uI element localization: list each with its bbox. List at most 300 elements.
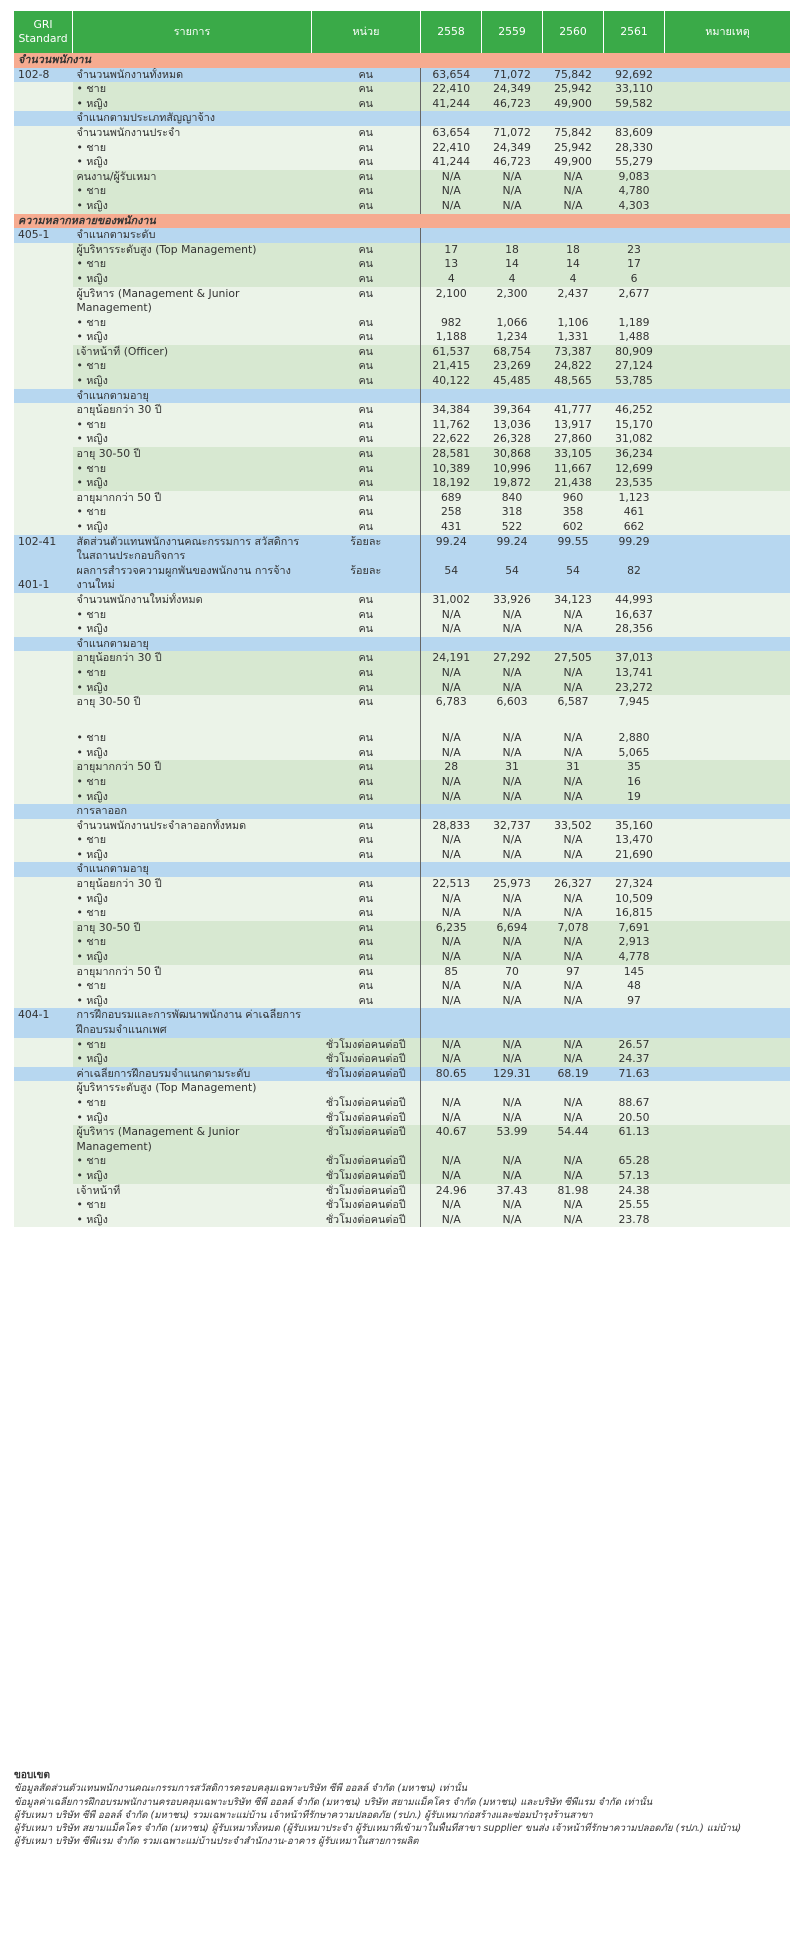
- item-label: • หญิง: [73, 1213, 312, 1228]
- gri-code: 401-1: [14, 564, 73, 593]
- value-cell: 12,699: [604, 462, 665, 477]
- table-row: [14, 1038, 790, 1053]
- gri-code: [14, 111, 73, 126]
- note-cell: [665, 965, 791, 980]
- unit-cell: [312, 1081, 421, 1096]
- note-cell: [665, 1125, 791, 1154]
- value-cell: N/A: [421, 170, 482, 185]
- value-cell: N/A: [421, 935, 482, 950]
- value-cell: N/A: [421, 833, 482, 848]
- value-cell: 13,741: [604, 666, 665, 681]
- table-row: [14, 82, 790, 97]
- item-label: • ชาย: [73, 666, 312, 681]
- item-label: อายุมากกว่า 50 ปี: [73, 965, 312, 980]
- item-label: • ชาย: [73, 184, 312, 199]
- note-cell: [665, 906, 791, 921]
- header-item: รายการ: [73, 11, 312, 53]
- value-cell: 24,349: [482, 82, 543, 97]
- note-cell: [665, 1198, 791, 1213]
- gri-code: [14, 141, 73, 156]
- note-cell: [665, 1067, 791, 1082]
- table-row: [14, 731, 790, 746]
- unit-cell: คน: [312, 257, 421, 272]
- table-row: [14, 257, 790, 272]
- gri-code: [14, 1081, 73, 1096]
- unit-cell: [312, 389, 421, 404]
- header-gri: GRI Standard: [14, 11, 73, 53]
- gri-code: [14, 1169, 73, 1184]
- value-cell: 45,485: [482, 374, 543, 389]
- note-cell: [665, 935, 791, 950]
- item-label: • หญิง: [73, 950, 312, 965]
- item-label: • ชาย: [73, 359, 312, 374]
- value-cell: 23: [604, 243, 665, 258]
- value-cell: N/A: [421, 1111, 482, 1126]
- table-row: [14, 593, 790, 608]
- value-cell: 145: [604, 965, 665, 980]
- note-cell: [665, 374, 791, 389]
- value-cell: 27,324: [604, 877, 665, 892]
- unit-cell: คน: [312, 848, 421, 863]
- gri-code: [14, 287, 73, 316]
- item-label: อายุน้อยกว่า 30 ปี: [73, 877, 312, 892]
- gri-code: [14, 1184, 73, 1199]
- unit-cell: คน: [312, 330, 421, 345]
- value-cell: 7,945: [604, 695, 665, 731]
- unit-cell: ชั่วโมงต่อคนต่อปี: [312, 1154, 421, 1169]
- table-row: [14, 622, 790, 637]
- gri-code: [14, 965, 73, 980]
- unit-cell: คน: [312, 760, 421, 775]
- table-row: [14, 403, 790, 418]
- value-cell: 6: [604, 272, 665, 287]
- value-cell: 25,973: [482, 877, 543, 892]
- value-cell: 2,300: [482, 287, 543, 316]
- value-cell: [604, 862, 665, 877]
- unit-cell: คน: [312, 520, 421, 535]
- value-cell: 1,189: [604, 316, 665, 331]
- value-cell: [543, 111, 604, 126]
- table-row: [14, 330, 790, 345]
- unit-cell: คน: [312, 906, 421, 921]
- note-cell: [665, 447, 791, 462]
- value-cell: 37,013: [604, 651, 665, 666]
- unit-cell: ชั่วโมงต่อคนต่อปี: [312, 1169, 421, 1184]
- note-cell: [665, 432, 791, 447]
- value-cell: 24.37: [604, 1052, 665, 1067]
- value-cell: N/A: [543, 950, 604, 965]
- unit-cell: คน: [312, 979, 421, 994]
- gri-code: [14, 97, 73, 112]
- note-cell: [665, 359, 791, 374]
- unit-cell: คน: [312, 833, 421, 848]
- value-cell: 27,124: [604, 359, 665, 374]
- value-cell: [482, 228, 543, 243]
- value-cell: N/A: [421, 731, 482, 746]
- table-row: [14, 243, 790, 258]
- value-cell: 689: [421, 491, 482, 506]
- table-row: [14, 462, 790, 477]
- table-row: [14, 389, 790, 404]
- item-label: • หญิง: [73, 272, 312, 287]
- value-cell: 13,917: [543, 418, 604, 433]
- value-cell: 75,842: [543, 126, 604, 141]
- item-label: • หญิง: [73, 432, 312, 447]
- gri-code: 404-1: [14, 1008, 73, 1037]
- note-cell: [665, 97, 791, 112]
- value-cell: N/A: [421, 622, 482, 637]
- table-row: [14, 695, 790, 731]
- item-label: • ชาย: [73, 1154, 312, 1169]
- value-cell: [421, 804, 482, 819]
- gri-code: [14, 666, 73, 681]
- value-cell: N/A: [482, 1096, 543, 1111]
- unit-cell: ชั่วโมงต่อคนต่อปี: [312, 1213, 421, 1228]
- value-cell: [604, 804, 665, 819]
- value-cell: 1,106: [543, 316, 604, 331]
- table-row: [14, 1169, 790, 1184]
- value-cell: 32,737: [482, 819, 543, 834]
- value-cell: 39,364: [482, 403, 543, 418]
- table-row: [14, 804, 790, 819]
- unit-cell: คน: [312, 994, 421, 1009]
- value-cell: 23.78: [604, 1213, 665, 1228]
- value-cell: 31,002: [421, 593, 482, 608]
- value-cell: N/A: [421, 608, 482, 623]
- unit-cell: คน: [312, 622, 421, 637]
- table-row: [14, 935, 790, 950]
- value-cell: 23,269: [482, 359, 543, 374]
- value-cell: 15,170: [604, 418, 665, 433]
- table-body: [14, 53, 790, 1227]
- note-cell: [665, 760, 791, 775]
- unit-cell: คน: [312, 97, 421, 112]
- value-cell: N/A: [482, 1038, 543, 1053]
- value-cell: 54.44: [543, 1125, 604, 1154]
- table-row: [14, 906, 790, 921]
- value-cell: 22,410: [421, 82, 482, 97]
- note-cell: [665, 228, 791, 243]
- value-cell: 27,292: [482, 651, 543, 666]
- unit-cell: [312, 111, 421, 126]
- note-cell: [665, 804, 791, 819]
- unit-cell: คน: [312, 731, 421, 746]
- value-cell: N/A: [421, 906, 482, 921]
- gri-code: [14, 746, 73, 761]
- table-row: [14, 111, 790, 126]
- value-cell: 31,082: [604, 432, 665, 447]
- value-cell: 602: [543, 520, 604, 535]
- value-cell: 99.24: [421, 535, 482, 564]
- gri-code: [14, 1154, 73, 1169]
- item-label: การฝึกอบรมและการพัฒนาพนักงาน ค่าเฉลี่ยการฝึกอบรมจำแนกเพศ: [73, 1008, 312, 1037]
- value-cell: N/A: [421, 994, 482, 1009]
- gri-code: [14, 593, 73, 608]
- value-cell: 11,667: [543, 462, 604, 477]
- item-label: • หญิง: [73, 520, 312, 535]
- table-row: [14, 950, 790, 965]
- gri-code: [14, 126, 73, 141]
- value-cell: 21,415: [421, 359, 482, 374]
- value-cell: 960: [543, 491, 604, 506]
- table-row: [14, 637, 790, 652]
- value-cell: 57.13: [604, 1169, 665, 1184]
- note-cell: [665, 731, 791, 746]
- value-cell: 24,349: [482, 141, 543, 156]
- table-row: [14, 359, 790, 374]
- unit-cell: คน: [312, 170, 421, 185]
- gri-code: [14, 432, 73, 447]
- note-cell: [665, 979, 791, 994]
- value-cell: 26.57: [604, 1038, 665, 1053]
- value-cell: N/A: [543, 906, 604, 921]
- item-label: จำแนกตามอายุ: [73, 389, 312, 404]
- value-cell: 54: [543, 564, 604, 593]
- value-cell: 4,780: [604, 184, 665, 199]
- value-cell: 662: [604, 520, 665, 535]
- unit-cell: คน: [312, 695, 421, 731]
- note-cell: [665, 608, 791, 623]
- value-cell: N/A: [543, 1154, 604, 1169]
- note-cell: [665, 862, 791, 877]
- value-cell: 11,762: [421, 418, 482, 433]
- gri-code: [14, 651, 73, 666]
- value-cell: N/A: [543, 994, 604, 1009]
- value-cell: N/A: [543, 1169, 604, 1184]
- unit-cell: ร้อยละ: [312, 564, 421, 593]
- item-label: • หญิง: [73, 1052, 312, 1067]
- header-year: 2558: [421, 11, 482, 53]
- value-cell: N/A: [543, 1213, 604, 1228]
- value-cell: 71,072: [482, 68, 543, 83]
- item-label: • ชาย: [73, 833, 312, 848]
- value-cell: N/A: [482, 848, 543, 863]
- unit-cell: คน: [312, 432, 421, 447]
- value-cell: [543, 862, 604, 877]
- item-label: จำแนกตามอายุ: [73, 862, 312, 877]
- value-cell: 59,582: [604, 97, 665, 112]
- value-cell: 24.38: [604, 1184, 665, 1199]
- value-cell: 83,609: [604, 126, 665, 141]
- value-cell: 25,942: [543, 141, 604, 156]
- item-label: • หญิง: [73, 790, 312, 805]
- value-cell: 28,356: [604, 622, 665, 637]
- value-cell: 2,437: [543, 287, 604, 316]
- gri-code: [14, 1038, 73, 1053]
- note-cell: [665, 345, 791, 360]
- section-row: [14, 214, 790, 229]
- employee-data-table: [14, 11, 790, 1227]
- value-cell: 10,996: [482, 462, 543, 477]
- value-cell: 73,387: [543, 345, 604, 360]
- table-row: [14, 651, 790, 666]
- value-cell: [482, 1081, 543, 1096]
- value-cell: 99.29: [604, 535, 665, 564]
- value-cell: 82: [604, 564, 665, 593]
- gri-code: [14, 862, 73, 877]
- table-row: [14, 921, 790, 936]
- note-cell: [665, 170, 791, 185]
- table-row: [14, 272, 790, 287]
- value-cell: 48: [604, 979, 665, 994]
- note-cell: [665, 833, 791, 848]
- gri-code: [14, 1096, 73, 1111]
- item-label: อายุน้อยกว่า 30 ปี: [73, 651, 312, 666]
- value-cell: 16: [604, 775, 665, 790]
- gri-code: [14, 608, 73, 623]
- note-cell: [665, 272, 791, 287]
- value-cell: [421, 389, 482, 404]
- value-cell: 97: [543, 965, 604, 980]
- item-label: จำแนกตามระดับ: [73, 228, 312, 243]
- table-row: [14, 345, 790, 360]
- value-cell: 6,587: [543, 695, 604, 731]
- value-cell: N/A: [421, 775, 482, 790]
- value-cell: 40.67: [421, 1125, 482, 1154]
- value-cell: 16,815: [604, 906, 665, 921]
- item-label: ผลการสำรวจความผูกพันของพนักงาน การจ้างงานใหม่: [73, 564, 312, 593]
- value-cell: 13: [421, 257, 482, 272]
- value-cell: N/A: [482, 731, 543, 746]
- unit-cell: คน: [312, 491, 421, 506]
- table-row: [14, 994, 790, 1009]
- note-cell: [665, 695, 791, 731]
- value-cell: 2,677: [604, 287, 665, 316]
- value-cell: N/A: [543, 170, 604, 185]
- value-cell: 19: [604, 790, 665, 805]
- value-cell: N/A: [543, 622, 604, 637]
- gri-code: [14, 257, 73, 272]
- value-cell: 522: [482, 520, 543, 535]
- note-cell: [665, 1008, 791, 1037]
- table-row: [14, 1008, 790, 1037]
- item-label: • หญิง: [73, 681, 312, 696]
- value-cell: N/A: [482, 790, 543, 805]
- note-cell: [665, 1169, 791, 1184]
- table-row: [14, 833, 790, 848]
- unit-cell: คน: [312, 476, 421, 491]
- unit-cell: คน: [312, 243, 421, 258]
- unit-cell: ชั่วโมงต่อคนต่อปี: [312, 1096, 421, 1111]
- value-cell: 17: [604, 257, 665, 272]
- table-row: [14, 790, 790, 805]
- value-cell: N/A: [421, 790, 482, 805]
- value-cell: N/A: [421, 1052, 482, 1067]
- scope-notes: [14, 1769, 787, 1849]
- value-cell: [421, 1008, 482, 1037]
- value-cell: 21,690: [604, 848, 665, 863]
- value-cell: 71.63: [604, 1067, 665, 1082]
- item-label: อายุ 30-50 ปี: [73, 695, 312, 731]
- value-cell: 22,622: [421, 432, 482, 447]
- value-cell: 65.28: [604, 1154, 665, 1169]
- value-cell: N/A: [482, 666, 543, 681]
- value-cell: N/A: [482, 1154, 543, 1169]
- value-cell: 34,123: [543, 593, 604, 608]
- value-cell: 6,235: [421, 921, 482, 936]
- item-label: • หญิง: [73, 476, 312, 491]
- value-cell: [604, 1008, 665, 1037]
- header-year: 2561: [604, 11, 665, 53]
- value-cell: 34,384: [421, 403, 482, 418]
- gri-code: [14, 316, 73, 331]
- note-line: ผู้รับเหมา บริษัท สยามแม็คโคร จำกัด (มหาชน) ผู้รับเหมาทั้งหมด (ผู้รับเหมาประจำ ผู้รับเหมาที่เข้ามาในพื้นที่สาขา supplier ขนส่ง เจ้าหน้าที่รักษาความปลอดภัย (รปภ.) แม่บ้าน): [14, 1823, 742, 1835]
- value-cell: 23,272: [604, 681, 665, 696]
- value-cell: 982: [421, 316, 482, 331]
- value-cell: 61.13: [604, 1125, 665, 1154]
- value-cell: 80.65: [421, 1067, 482, 1082]
- item-label: • หญิง: [73, 994, 312, 1009]
- item-label: • ชาย: [73, 731, 312, 746]
- item-label: จำนวนพนักงานทั้งหมด: [73, 68, 312, 83]
- item-label: • หญิง: [73, 374, 312, 389]
- unit-cell: คน: [312, 199, 421, 214]
- value-cell: N/A: [421, 892, 482, 907]
- value-cell: N/A: [482, 746, 543, 761]
- gri-code: [14, 935, 73, 950]
- item-label: • หญิง: [73, 199, 312, 214]
- value-cell: 9,083: [604, 170, 665, 185]
- value-cell: N/A: [543, 608, 604, 623]
- value-cell: [604, 389, 665, 404]
- unit-cell: คน: [312, 462, 421, 477]
- value-cell: N/A: [421, 1154, 482, 1169]
- table-row: [14, 1081, 790, 1096]
- value-cell: N/A: [421, 666, 482, 681]
- value-cell: 4: [543, 272, 604, 287]
- value-cell: 461: [604, 505, 665, 520]
- unit-cell: คน: [312, 790, 421, 805]
- unit-cell: ชั่วโมงต่อคนต่อปี: [312, 1052, 421, 1067]
- value-cell: 2,880: [604, 731, 665, 746]
- value-cell: N/A: [421, 848, 482, 863]
- unit-cell: [312, 1008, 421, 1037]
- table-row: [14, 775, 790, 790]
- unit-cell: [312, 637, 421, 652]
- table-header-row: [14, 11, 790, 53]
- note-cell: [665, 1184, 791, 1199]
- table-row: [14, 892, 790, 907]
- value-cell: N/A: [543, 848, 604, 863]
- value-cell: N/A: [421, 199, 482, 214]
- note-cell: [665, 1038, 791, 1053]
- table-row: [14, 491, 790, 506]
- item-label: • ชาย: [73, 505, 312, 520]
- note-cell: [665, 155, 791, 170]
- gri-code: [14, 476, 73, 491]
- value-cell: N/A: [421, 1198, 482, 1213]
- value-cell: N/A: [482, 1198, 543, 1213]
- note-cell: [665, 491, 791, 506]
- unit-cell: ชั่วโมงต่อคนต่อปี: [312, 1184, 421, 1199]
- value-cell: 129.31: [482, 1067, 543, 1082]
- value-cell: 33,105: [543, 447, 604, 462]
- note-cell: [665, 330, 791, 345]
- note-line: ผู้รับเหมา บริษัท ซีพีแรม จำกัด รวมเฉพาะแม่บ้านประจำสำนักงาน-อาคาร ผู้รับเหมาในสายการผลิต: [14, 1836, 419, 1848]
- value-cell: 1,123: [604, 491, 665, 506]
- table-row: [14, 287, 790, 316]
- value-cell: 7,078: [543, 921, 604, 936]
- unit-cell: คน: [312, 651, 421, 666]
- note-cell: [665, 819, 791, 834]
- note-line: ผู้รับเหมา บริษัท ซีพี ออลล์ จำกัด (มหาชน) รวมเฉพาะแม่บ้าน เจ้าหน้าที่รักษาความปลอดภัย (รปภ.) ผู้รับเหมาก่อสร้างและซ่อมบำรุงร้านสาขา: [14, 1809, 593, 1821]
- value-cell: [421, 228, 482, 243]
- value-cell: 431: [421, 520, 482, 535]
- unit-cell: คน: [312, 666, 421, 681]
- value-cell: N/A: [482, 1111, 543, 1126]
- gri-code: [14, 272, 73, 287]
- value-cell: 80,909: [604, 345, 665, 360]
